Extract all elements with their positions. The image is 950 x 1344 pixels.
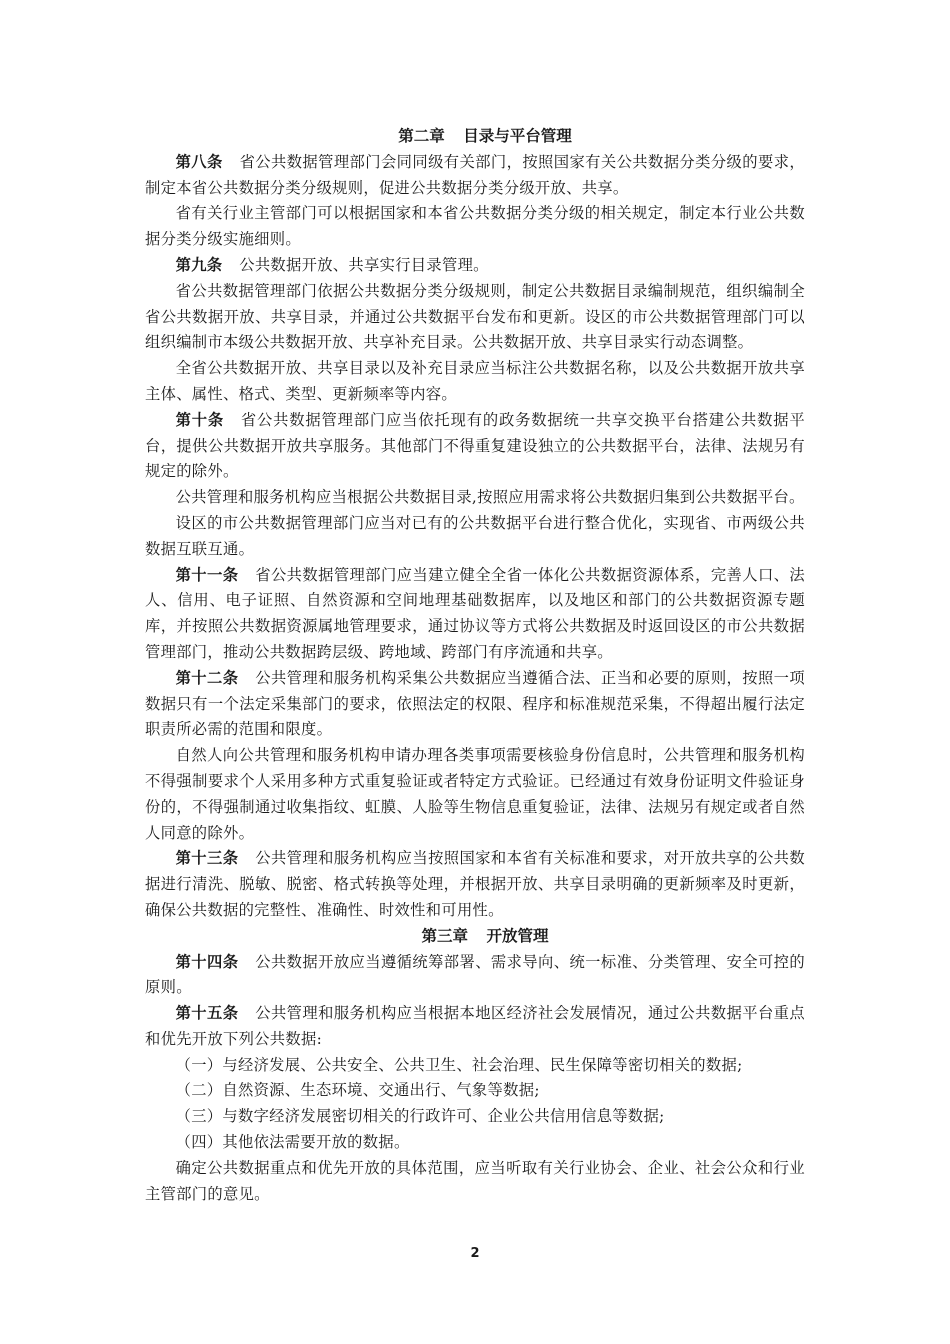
- article-label: 第十四条: [175, 952, 239, 971]
- article-label: 第十一条: [175, 565, 239, 584]
- article-label: 第九条: [175, 255, 223, 274]
- chapter-label: 第三章: [421, 926, 468, 945]
- chapter-title: 开放管理: [486, 926, 549, 945]
- article-paragraph: [145, 563, 805, 666]
- paragraph: 省公共数据管理部门依据公共数据分类分级规则，制定公共数据目录编制规范，组织编制全省公共数据开放、共享目录，并通过公共数据平台发布和更新。设区的市公共数据管理部门可以组织编制市本级公共数据开放、共享补充目录。公共数据开放、共享目录实行动态调整。: [145, 281, 805, 352]
- paragraph: 公共管理和服务机构应当根据公共数据目录,按照应用需求将公共数据归集到公共数据平台。: [175, 488, 805, 507]
- paragraph: 设区的市公共数据管理部门应当对已有的公共数据平台进行整合优化，实现省、市两级公共数据互联互通。: [145, 513, 805, 558]
- article-label: 第十条: [175, 410, 224, 429]
- article-text: 省公共数据管理部门应当建立健全全省一体化公共数据资源体系，完善人口、法人、信用、电子证照、自然资源和空间地理基础数据库，以及地区和部门的公共数据资源专题库，并按照公共数据资源属地管理要求，通过协议等方式将公共数据及时返回设区的市公共数据管理部门，推动公共数据跨层级、跨地域、跨部门有序流通和共享。: [145, 565, 805, 661]
- chapter-label: 第二章: [398, 127, 445, 145]
- article-paragraph: [145, 253, 805, 279]
- paragraph: 自然人向公共管理和服务机构申请办理各类事项需要核验身份信息时，公共管理和服务机构不得强制要求个人采用多种方式重复验证或者特定方式验证。已经通过有效身份证明文件验证身份的，不得强制通过收集指纹、虹膜、人脸等生物信息重复验证，法律、法规另有规定或者自然人同意的除外。: [145, 746, 805, 842]
- paragraph: 全省公共数据开放、共享目录以及补充目录应当标注公共数据名称，以及公共数据开放共享主体、属性、格式、类型、更新频率等内容。: [145, 359, 805, 403]
- list-item: （三）与数字经济发展密切相关的行政许可、企业公共信用信息等数据;: [175, 1107, 665, 1126]
- article-text: 公共管理和服务机构应当按照国家和本省有关标准和要求，对开放共享的公共数据进行清洗、脱敏、脱密、格式转换等处理，并根据开放、共享目录明确的更新频率及时更新，确保公共数据的完整性、准确性、时效性和可用性。: [145, 849, 805, 919]
- list-item: （二）自然资源、生态环境、交通出行、气象等数据;: [175, 1081, 540, 1100]
- page-number: 2: [470, 1246, 480, 1261]
- article-label: 第十二条: [175, 668, 239, 687]
- document-body: [145, 124, 805, 1207]
- article-label: 第八条: [175, 152, 223, 171]
- list-item: （一）与经济发展、公共安全、公共卫生、社会治理、民生保障等密切相关的数据;: [175, 1055, 743, 1074]
- article-label: 第十五条: [175, 1004, 239, 1023]
- chapter-heading: [145, 924, 805, 950]
- list-item: （四）其他依法需要开放的数据。: [175, 1133, 410, 1152]
- article-paragraph: [145, 666, 805, 743]
- chapter-heading: [145, 124, 805, 150]
- article-paragraph: [145, 950, 805, 1002]
- article-text: 省公共数据管理部门会同同级有关部门，按照国家有关公共数据分类分级的要求，制定本省公共数据分类分级规则，促进公共数据分类分级开放、共享。: [145, 152, 805, 197]
- article-text: 公共数据开放应当遵循统筹部署、需求导向、统一标准、分类管理、安全可控的原则。: [145, 952, 805, 997]
- article-label: 第十三条: [175, 849, 239, 868]
- article-text: 公共管理和服务机构采集公共数据应当遵循合法、正当和必要的原则，按照一项数据只有一个法定采集部门的要求，依照法定的权限、程序和标准规范采集，不得超出履行法定职责所必需的范围和限度。: [145, 668, 805, 739]
- article-paragraph: [145, 408, 805, 485]
- article-paragraph: [145, 846, 805, 923]
- paragraph: 省有关行业主管部门可以根据国家和本省公共数据分类分级的相关规定，制定本行业公共数据分类分级实施细则。: [145, 204, 805, 249]
- article-text: 省公共数据管理部门应当依托现有的政务数据统一共享交换平台搭建公共数据平台，提供公共数据开放共享服务。其他部门不得重复建设独立的公共数据平台，法律、法规另有规定的除外。: [145, 410, 805, 481]
- paragraph: 确定公共数据重点和优先开放的具体范围，应当听取有关行业协会、企业、社会公众和行业主管部门的意见。: [145, 1158, 805, 1203]
- article-text: 公共数据开放、共享实行目录管理。: [239, 255, 489, 274]
- article-text: 公共管理和服务机构应当根据本地区经济社会发展情况，通过公共数据平台重点和优先开放下列公共数据:: [145, 1004, 805, 1048]
- article-paragraph: [145, 150, 805, 202]
- chapter-title: 目录与平台管理: [463, 127, 572, 145]
- article-paragraph: [145, 1001, 805, 1053]
